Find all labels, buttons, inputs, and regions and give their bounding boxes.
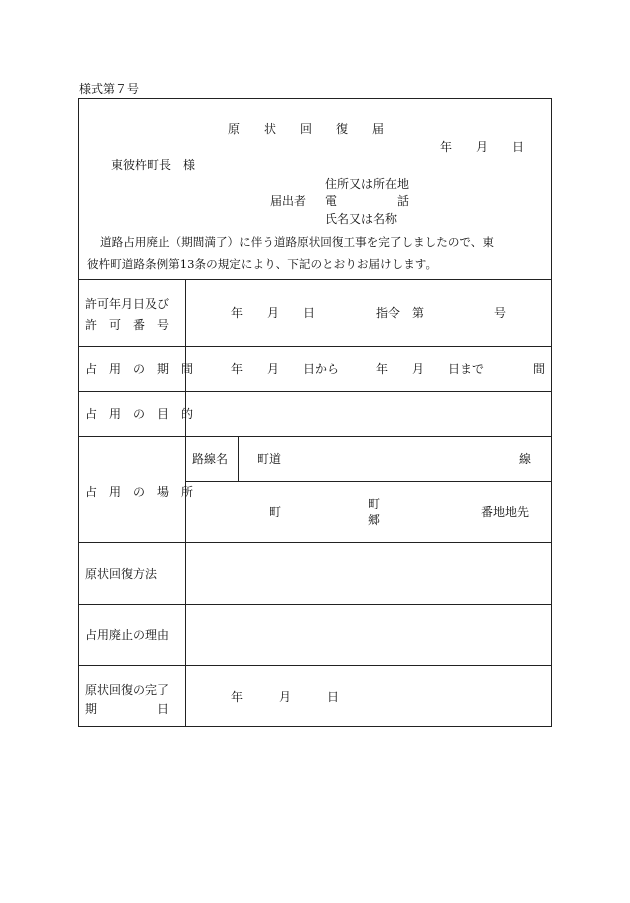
purpose-label: 占 用 の 目 的 xyxy=(85,407,194,421)
route-name-label: 路線名 xyxy=(192,452,229,466)
route-prefix: 町道 xyxy=(257,452,282,466)
form-number: 様式第７号 xyxy=(79,82,140,96)
period-from: 年 月 日から xyxy=(231,362,340,376)
place-lot: 番地地先 xyxy=(481,505,530,519)
table-divider xyxy=(185,481,552,482)
address-label: 住所又は所在地 xyxy=(325,177,410,191)
route-suffix: 線 xyxy=(519,452,532,466)
permit-date: 年 月 日 xyxy=(231,306,316,320)
table-divider xyxy=(78,346,552,347)
body-text-line-1: 道路占用廃止（期間満了）に伴う道路原状回復工事を完了しましたので、東 xyxy=(100,235,494,249)
table-divider xyxy=(78,604,552,605)
completion-label-line-1: 原状回復の完了 xyxy=(85,683,170,697)
period-to: 年 月 日まで xyxy=(376,362,485,376)
table-divider xyxy=(78,665,552,666)
table-divider xyxy=(78,436,552,437)
applicant-label: 届出者 xyxy=(270,194,307,208)
table-divider xyxy=(78,391,552,392)
completion-label-line-2: 期 日 xyxy=(85,702,170,716)
completion-date: 年 月 日 xyxy=(231,690,340,704)
name-label: 氏名又は名称 xyxy=(325,212,398,226)
place-cho: 町 xyxy=(368,497,381,511)
period-duration: 間 xyxy=(533,362,546,376)
form-title: 原 状 回 復 届 xyxy=(228,122,385,136)
permit-number-suffix: 号 xyxy=(494,306,507,320)
body-text-line-2: 彼杵町道路条例第13条の規定により、下記のとおりお届けします。 xyxy=(87,257,438,271)
period-label: 占 用 の 期 間 xyxy=(85,362,194,376)
permit-label-line-1: 許可年月日及び xyxy=(85,297,170,311)
method-label: 原状回復方法 xyxy=(85,567,158,581)
addressee: 東彼杵町長 様 xyxy=(111,158,196,172)
permit-order: 指令 第 xyxy=(376,306,425,320)
place-go: 郷 xyxy=(368,513,381,527)
submission-date: 年 月 日 xyxy=(440,140,525,154)
table-column-divider xyxy=(185,279,186,727)
table-divider xyxy=(78,279,552,280)
reason-label: 占用廃止の理由 xyxy=(85,628,170,642)
place-town: 町 xyxy=(269,505,282,519)
table-divider xyxy=(78,542,552,543)
phone-label: 電 話 xyxy=(325,194,410,208)
place-label: 占 用 の 場 所 xyxy=(85,485,194,499)
permit-label-line-2: 許 可 番 号 xyxy=(85,318,170,332)
table-column-divider xyxy=(238,436,239,481)
